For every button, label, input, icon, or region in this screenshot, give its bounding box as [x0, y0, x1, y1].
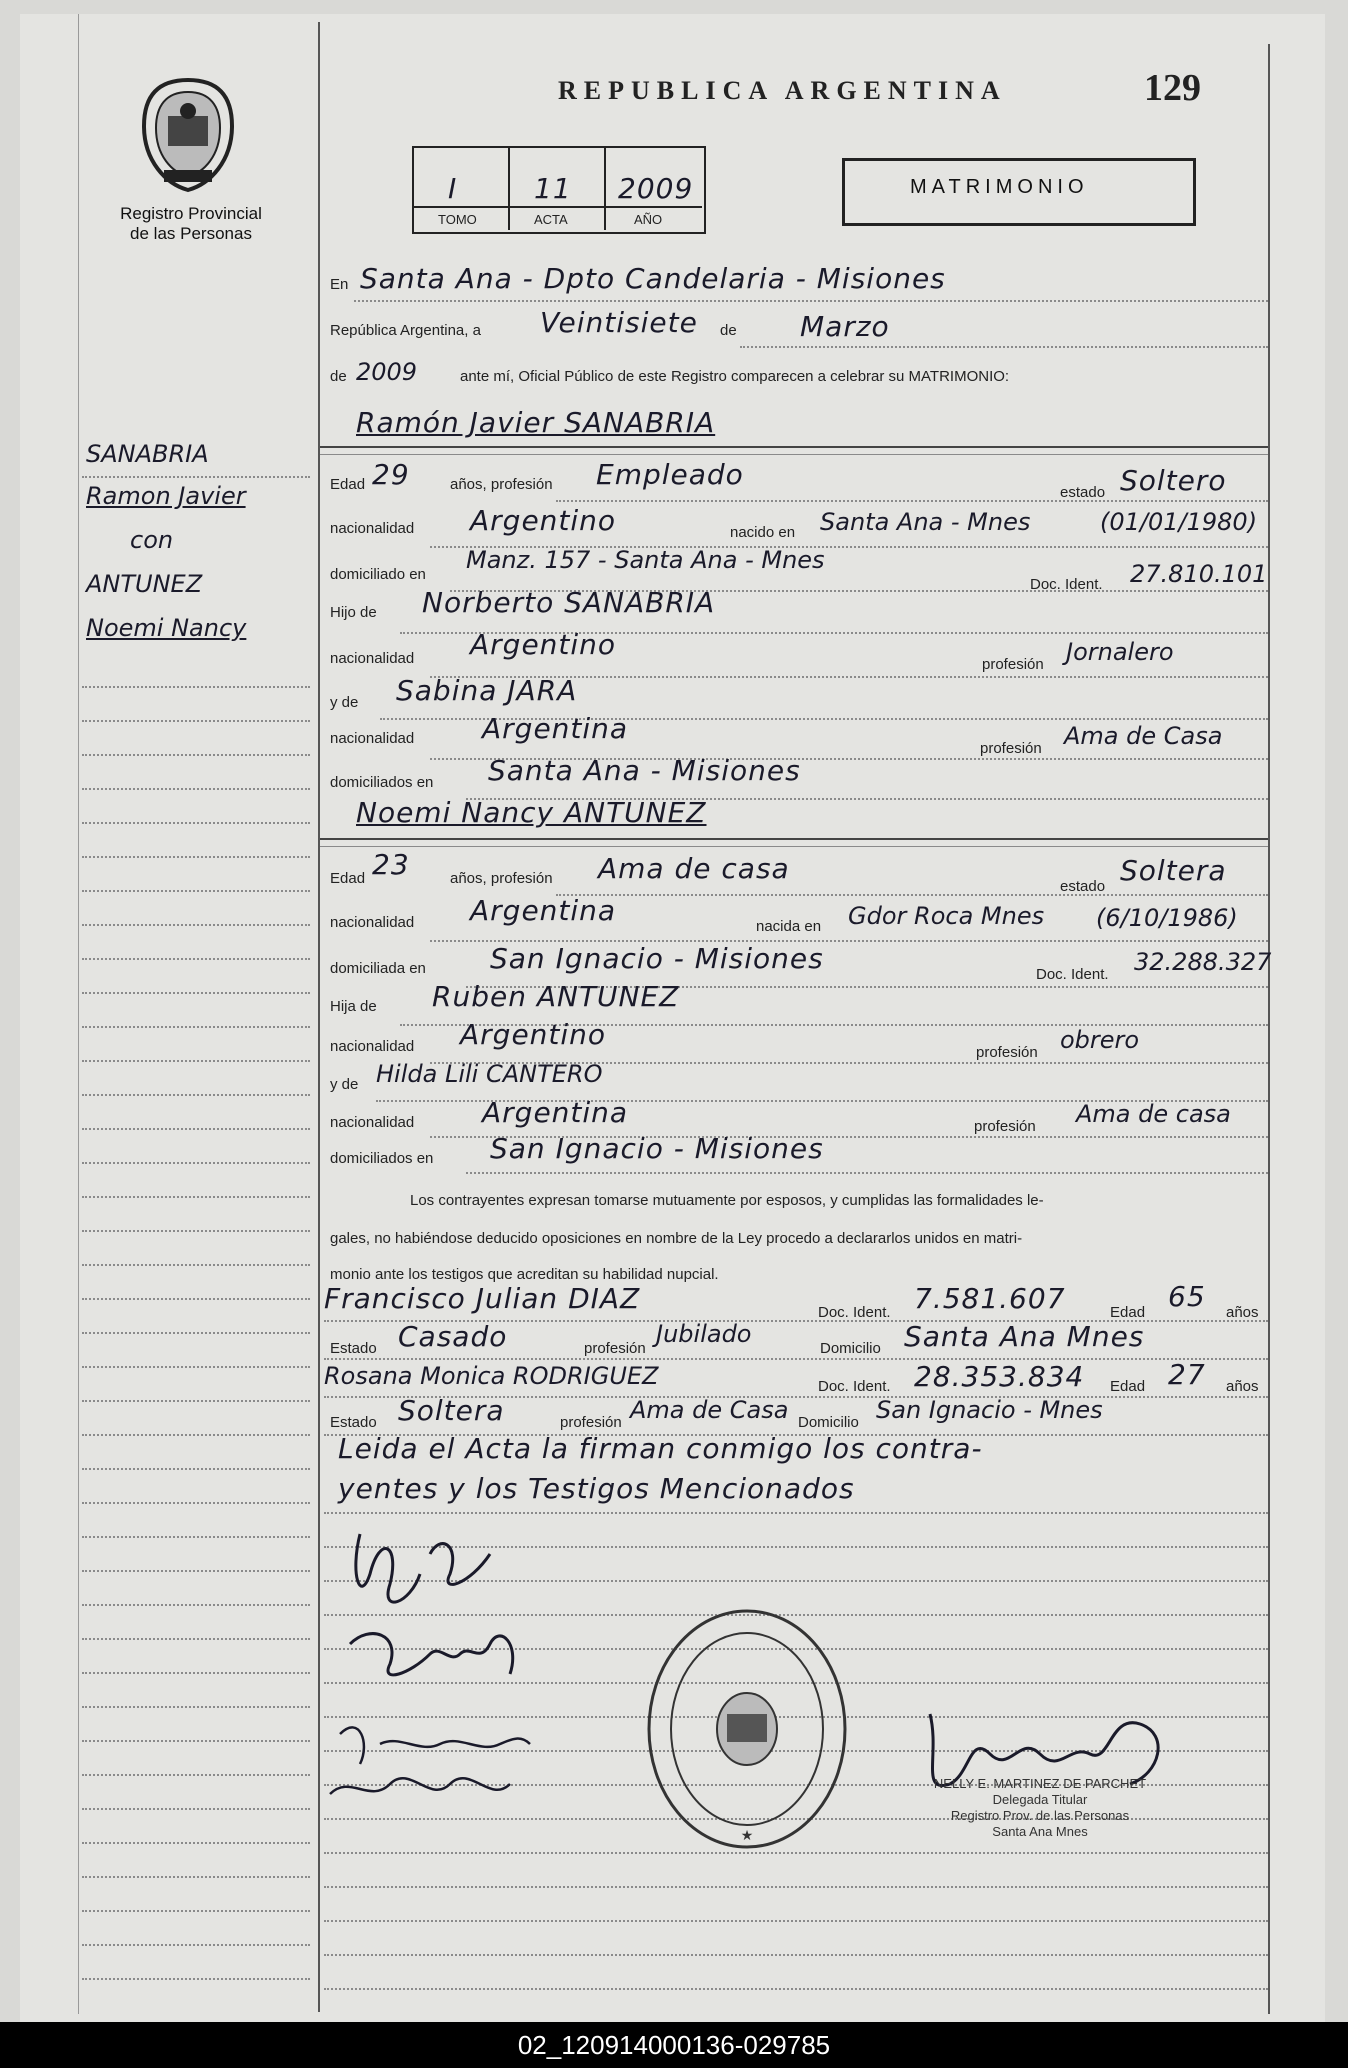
separator — [320, 446, 1268, 448]
father-nat-label: nacionalidad — [330, 1038, 415, 1055]
witness2-doc: 28.353.834 — [914, 1360, 1085, 1393]
country-title: REPUBLICA ARGENTINA — [558, 76, 1007, 105]
closing-line: Leida el Acta la firman conmigo los contra- — [338, 1432, 983, 1465]
groom-mother-prof: Ama de Casa — [1064, 722, 1223, 750]
yde-label: y de — [330, 1076, 359, 1093]
groom-birthplace: Santa Ana - Mnes — [820, 508, 1031, 536]
nacido-label: nacido en — [730, 524, 796, 541]
groom-father-nat: Argentino — [470, 628, 617, 661]
en-label: En — [330, 276, 349, 293]
doc-label: Doc. Ident. — [818, 1378, 891, 1395]
margin-note: ANTUNEZ — [86, 570, 203, 598]
line — [740, 346, 1268, 348]
acta-label: ACTA — [534, 212, 568, 227]
doc-label: Doc. Ident. — [818, 1304, 891, 1321]
bride-mother-prof: Ama de casa — [1076, 1100, 1231, 1128]
domicilio-label: Domicilio — [820, 1340, 881, 1357]
mother-prof-label: profesión — [980, 740, 1042, 757]
acta-value: 11 — [534, 172, 572, 205]
de-label: de — [720, 322, 737, 339]
nacionalidad-label: nacionalidad — [330, 914, 415, 931]
anos-profesion-label: años, profesión — [450, 870, 553, 887]
bride-father-nat: Argentino — [460, 1018, 607, 1051]
groom-profession: Empleado — [596, 458, 744, 491]
estado-label: Estado — [330, 1340, 377, 1357]
nacionalidad-label: nacionalidad — [330, 520, 415, 537]
anos-label: años — [1226, 1378, 1259, 1395]
month: Marzo — [800, 310, 890, 343]
groom-mother-nat: Argentina — [482, 712, 629, 745]
right-rule — [1268, 44, 1270, 2014]
scan-identifier: 02_120914000136-029785 — [0, 2022, 1348, 2068]
bride-doc: 32.288.327 — [1134, 948, 1272, 976]
parents-dom-label: domiciliados en — [330, 1150, 434, 1167]
doc-label: Doc. Ident. — [1030, 576, 1103, 593]
declaration-line: gales, no habiéndose deducido oposiciones en nombre de la Ley procedo a declararlos unidos en matri- — [330, 1230, 1023, 1247]
father-prof-label: profesión — [982, 656, 1044, 673]
bride-nationality: Argentina — [470, 894, 617, 927]
edad-label: Edad — [1110, 1378, 1146, 1395]
bride-name: Noemi Nancy ANTUNEZ — [356, 796, 707, 829]
box-divider — [412, 206, 702, 208]
separator — [320, 838, 1268, 840]
profesion-label: profesión — [584, 1340, 646, 1357]
de-year-label: de — [330, 368, 347, 385]
document-page — [20, 14, 1325, 2054]
witness2-profession: Ama de Casa — [630, 1396, 789, 1424]
republica-label: República Argentina, a — [330, 322, 481, 339]
margin-note: con — [130, 526, 174, 554]
edad-label: Edad — [330, 870, 366, 887]
groom-doc: 27.810.101 — [1130, 560, 1268, 588]
hija-label: Hija de — [330, 998, 377, 1015]
witness1-age: 65 — [1168, 1280, 1206, 1313]
bride-birthdate: (6/10/1986) — [1096, 904, 1238, 932]
preamble: ante mí, Oficial Público de este Registro comparecen a celebrar su MATRIMONIO: — [460, 368, 1010, 385]
bride-father: Ruben ANTUNEZ — [432, 980, 680, 1013]
box-divider — [508, 146, 510, 230]
mother-prof-label: profesión — [974, 1118, 1036, 1135]
groom-name: Ramón Javier SANABRIA — [356, 406, 716, 439]
father-nat-label: nacionalidad — [330, 650, 415, 667]
margin-note: Ramon Javier — [86, 482, 246, 510]
estado-label: estado — [1060, 878, 1106, 895]
bride-profession: Ama de casa — [598, 852, 790, 885]
hijo-label: Hijo de — [330, 604, 377, 621]
witness-signatures — [320, 1704, 560, 1834]
contracting-parties-signatures — [340, 1494, 580, 1714]
registry-name: Registro Provincial de las Personas — [120, 204, 262, 243]
witness1-profession: Jubilado — [656, 1320, 752, 1348]
year: 2009 — [356, 358, 418, 386]
bride-age: 23 — [372, 848, 410, 881]
registry-round-stamp — [642, 1604, 852, 1854]
witness1-name: Francisco Julian DIAZ — [324, 1282, 641, 1315]
bride-father-prof: obrero — [1060, 1026, 1140, 1054]
groom-parents-dom: Santa Ana - Misiones — [488, 754, 801, 787]
line — [466, 1172, 1268, 1174]
domicilio-label: Domicilio — [798, 1414, 859, 1431]
anos-label: años — [1226, 1304, 1259, 1321]
bride-mother: Hilda Lili CANTERO — [376, 1060, 603, 1088]
parents-dom-label: domiciliados en — [330, 774, 434, 791]
line — [556, 500, 1268, 502]
tomo-value: I — [448, 172, 458, 205]
witness2-name: Rosana Monica RODRIGUEZ — [324, 1362, 659, 1390]
bride-estado: Soltera — [1120, 854, 1227, 887]
doc-label: Doc. Ident. — [1036, 966, 1109, 983]
record-type: MATRIMONIO — [910, 176, 1089, 198]
groom-nationality: Argentino — [470, 504, 617, 537]
witness1-estado: Casado — [398, 1320, 508, 1353]
margin-rule — [78, 14, 79, 2014]
line — [324, 1358, 1268, 1360]
father-prof-label: profesión — [976, 1044, 1038, 1061]
profesion-label: profesión — [560, 1414, 622, 1431]
groom-mother: Sabina JARA — [396, 674, 578, 707]
closing-line: yentes y los Testigos Mencionados — [338, 1472, 855, 1505]
mother-nat-label: nacionalidad — [330, 1114, 415, 1131]
edad-label: Edad — [1110, 1304, 1146, 1321]
yde-label: y de — [330, 694, 359, 711]
bride-birthplace: Gdor Roca Mnes — [848, 902, 1045, 930]
bride-domicile: San Ignacio - Misiones — [490, 942, 824, 975]
separator — [320, 454, 1268, 455]
witness2-estado: Soltera — [398, 1394, 505, 1427]
groom-domicile: Manz. 157 - Santa Ana - Mnes — [466, 546, 825, 574]
line — [354, 300, 1268, 302]
svg-text:★: ★ — [740, 1828, 754, 1844]
official-stamp-text: NELLY E. MARTINEZ DE PARCHET Delegada Titular Registro Prov. de las Personas Santa Ana Mnes — [933, 1776, 1147, 1839]
anos-profesion-label: años, profesión — [450, 476, 553, 493]
witness2-domicile: San Ignacio - Mnes — [876, 1396, 1103, 1424]
bride-parents-dom: San Ignacio - Misiones — [490, 1132, 824, 1165]
witness2-age: 27 — [1168, 1358, 1206, 1391]
domiciliado-label: domiciliado en — [330, 566, 426, 583]
declaration-line: monio ante los testigos que acreditan su habilidad nupcial. — [330, 1266, 719, 1283]
nacida-label: nacida en — [756, 918, 822, 935]
estado-label: estado — [1060, 484, 1106, 501]
edad-label: Edad — [330, 476, 366, 493]
box-divider — [604, 146, 606, 230]
provincial-seal-icon — [138, 76, 238, 194]
groom-estado: Soltero — [1120, 464, 1227, 497]
margin-note: SANABRIA — [86, 440, 209, 468]
groom-father: Norberto SANABRIA — [422, 586, 716, 619]
witness1-doc: 7.581.607 — [914, 1282, 1066, 1315]
bride-mother-nat: Argentina — [482, 1096, 629, 1129]
groom-father-prof: Jornalero — [1066, 638, 1174, 666]
ano-label: AÑO — [634, 212, 663, 227]
line — [556, 894, 1268, 896]
day: Veintisiete — [540, 306, 698, 339]
tomo-label: TOMO — [438, 212, 477, 227]
groom-age: 29 — [372, 458, 410, 491]
witness1-domicile: Santa Ana Mnes — [904, 1320, 1145, 1353]
groom-birthdate: (01/01/1980) — [1100, 508, 1258, 536]
mother-nat-label: nacionalidad — [330, 730, 415, 747]
ceremony-place: Santa Ana - Dpto Candelaria - Misiones — [360, 262, 946, 295]
declaration-line: Los contrayentes expresan tomarse mutuamente por esposos, y cumplidas las formalidades le- — [410, 1192, 1044, 1209]
estado-label: Estado — [330, 1414, 377, 1431]
margin-note: Noemi Nancy — [86, 614, 247, 642]
domiciliada-label: domiciliada en — [330, 960, 426, 977]
ano-value: 2009 — [618, 172, 694, 205]
page-number: 129 — [1144, 67, 1201, 109]
separator — [320, 846, 1268, 847]
